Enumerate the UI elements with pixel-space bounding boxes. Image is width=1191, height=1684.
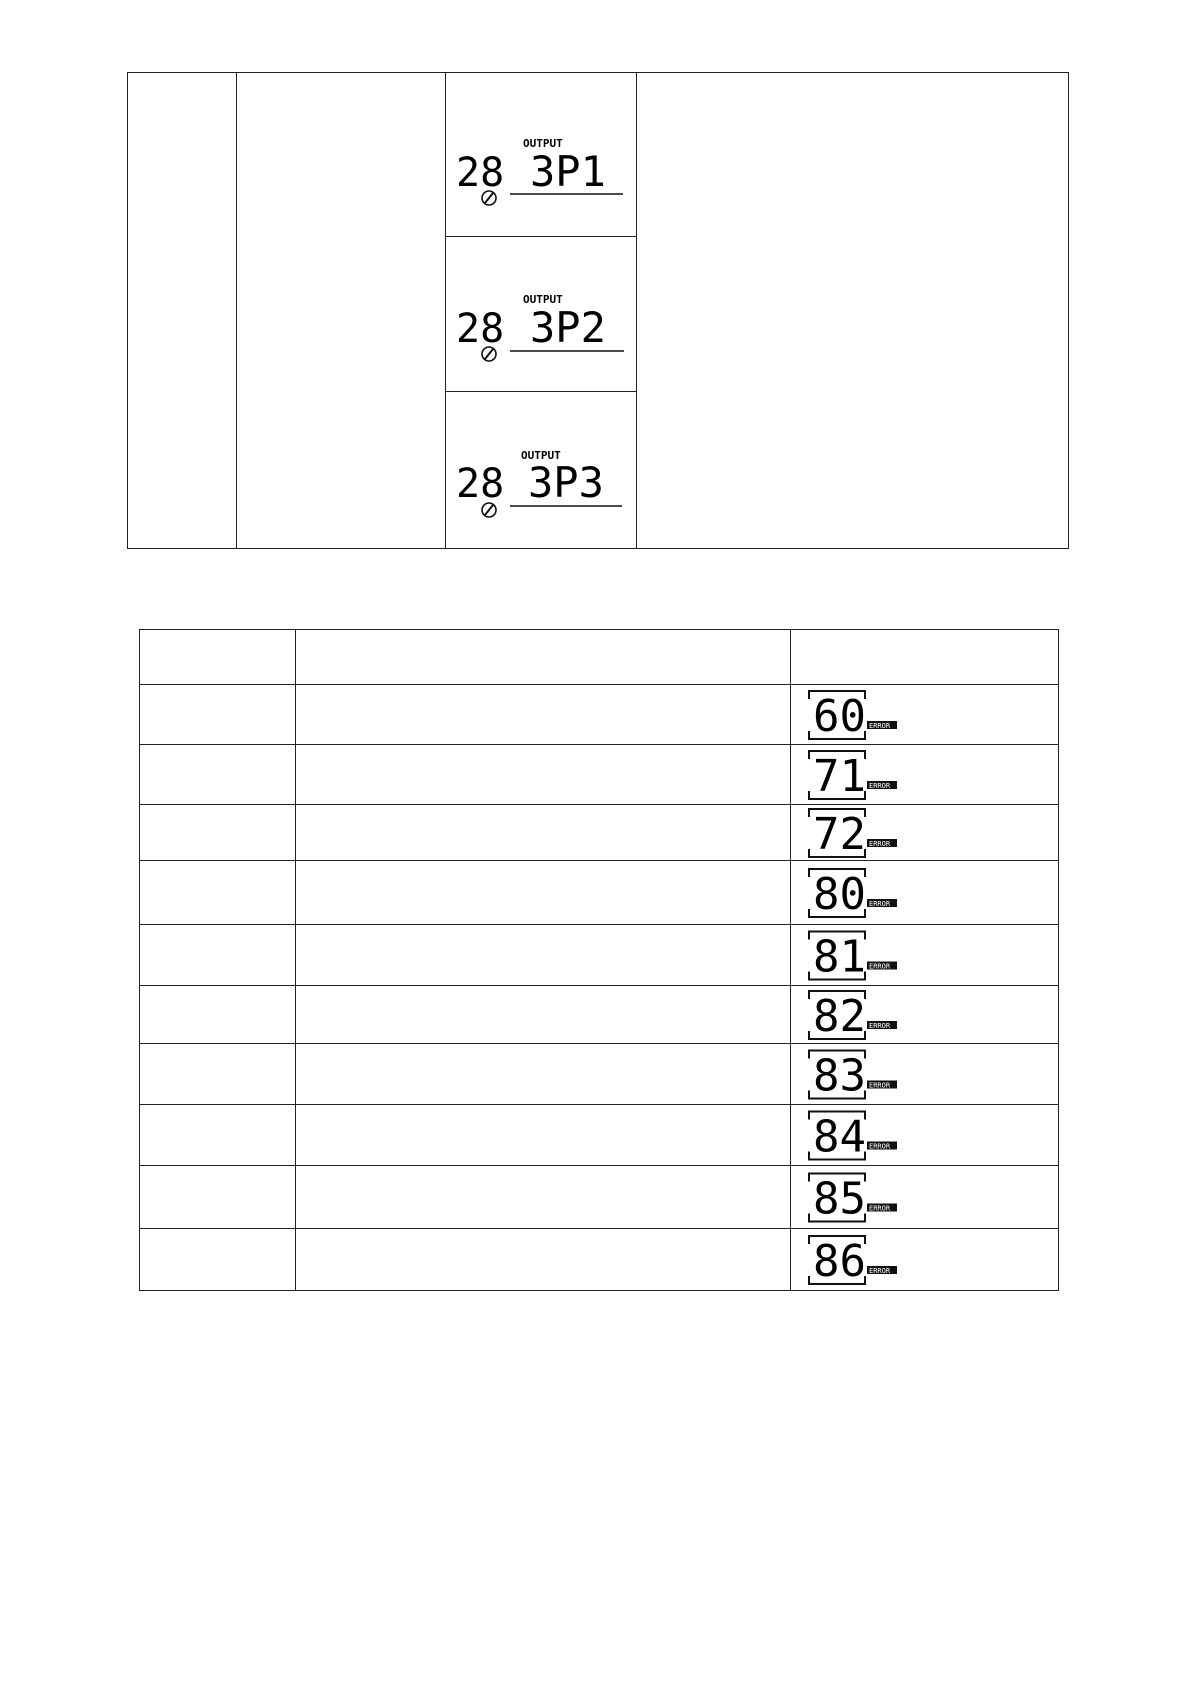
table-row — [140, 925, 1059, 986]
error-code-digits: 72 — [813, 808, 866, 858]
lcd-display — [446, 393, 635, 548]
error-code-digits: 80 — [813, 868, 866, 920]
error-badge-label: ERROR — [869, 1142, 891, 1150]
error-badge-label: ERROR — [869, 962, 891, 970]
fault-code-cell — [140, 745, 296, 805]
program-number-cell — [128, 73, 237, 549]
option-description-cell — [637, 73, 1069, 549]
lcd-output-label: OUTPUT — [521, 448, 561, 462]
error-icon-cell — [791, 685, 1059, 745]
error-lcd — [803, 688, 913, 742]
error-lcd — [803, 808, 913, 858]
error-lcd — [803, 1232, 913, 1288]
fault-code-cell — [140, 1229, 296, 1291]
error-code-digits: 86 — [813, 1235, 866, 1287]
error-icon-cell — [791, 1105, 1059, 1166]
error-icon-cell — [791, 805, 1059, 861]
fault-event-cell — [296, 745, 791, 805]
table-row — [140, 986, 1059, 1044]
error-badge-label: ERROR — [869, 839, 891, 848]
fault-event-cell — [296, 1105, 791, 1166]
table-row — [140, 685, 1059, 745]
fault-code-cell — [140, 925, 296, 986]
error-icon-cell — [791, 1229, 1059, 1291]
table-row — [140, 1229, 1059, 1291]
table-row — [140, 805, 1059, 861]
error-badge-label: ERROR — [869, 1021, 891, 1030]
error-icon-cell — [791, 1044, 1059, 1105]
error-badge-label: ERROR — [869, 1081, 891, 1089]
fault-code-cell — [140, 1166, 296, 1229]
error-badge-label: ERROR — [869, 721, 891, 730]
error-lcd — [803, 1108, 913, 1163]
lcd-program-number: 28 — [456, 305, 505, 352]
fault-event-cell — [296, 925, 791, 986]
error-lcd — [803, 989, 913, 1041]
header-icon-on — [791, 630, 1059, 685]
table-row — [140, 1166, 1059, 1229]
lcd-output-label: OUTPUT — [523, 292, 563, 306]
error-badge-label: ERROR — [869, 1204, 891, 1212]
lcd-cell — [446, 73, 637, 237]
error-code-digits: 60 — [813, 690, 866, 742]
table-row — [140, 745, 1059, 805]
lcd-cell — [446, 392, 637, 549]
error-lcd — [803, 1169, 913, 1226]
fault-event-cell — [296, 986, 791, 1044]
error-code-table-body — [140, 630, 1059, 1291]
lcd-setting-value: 3P1 — [530, 146, 606, 196]
error-icon-cell — [791, 861, 1059, 925]
lcd-program-number: 28 — [456, 149, 505, 196]
fault-event-cell — [296, 861, 791, 925]
fault-event-cell — [296, 1044, 791, 1105]
fault-code-cell — [140, 1105, 296, 1166]
error-lcd — [803, 928, 913, 983]
error-code-digits: 81 — [813, 931, 866, 982]
error-icon-cell — [791, 986, 1059, 1044]
error-lcd — [803, 864, 913, 922]
error-lcd — [803, 1047, 913, 1102]
fault-event-cell — [296, 1166, 791, 1229]
lcd-setting-value: 3P2 — [530, 302, 606, 352]
lcd-cell — [446, 237, 637, 392]
lcd-display — [446, 238, 635, 391]
error-code-table — [139, 629, 1059, 1291]
error-icon-cell — [791, 1166, 1059, 1229]
error-lcd — [803, 748, 913, 802]
error-code-digits: 85 — [813, 1173, 866, 1224]
lcd-setting-value: 3P3 — [528, 457, 604, 507]
fault-event-cell — [296, 805, 791, 861]
fault-event-cell — [296, 1229, 791, 1291]
fault-code-cell — [140, 1044, 296, 1105]
header-fault-event — [296, 630, 791, 685]
lcd-program-number: 28 — [456, 460, 505, 507]
header-fault-code — [140, 630, 296, 685]
error-icon-cell — [791, 745, 1059, 805]
error-code-digits: 84 — [813, 1111, 866, 1162]
table-header-row — [140, 630, 1059, 685]
table-row — [140, 1105, 1059, 1166]
fault-code-cell — [140, 685, 296, 745]
settings-table — [127, 72, 1069, 549]
error-badge-label: ERROR — [869, 781, 891, 790]
description-cell — [237, 73, 446, 549]
fault-code-cell — [140, 805, 296, 861]
lcd-output-label: OUTPUT — [523, 136, 563, 150]
error-code-digits: 82 — [813, 990, 866, 1041]
lcd-display — [446, 74, 635, 236]
error-icon-cell — [791, 925, 1059, 986]
table-row — [140, 861, 1059, 925]
fault-code-cell — [140, 986, 296, 1044]
error-code-digits: 83 — [813, 1050, 866, 1101]
fault-code-cell — [140, 861, 296, 925]
error-badge-label: ERROR — [869, 899, 891, 908]
error-badge-label: ERROR — [869, 1266, 891, 1275]
table-row — [140, 1044, 1059, 1105]
fault-event-cell — [296, 685, 791, 745]
error-code-digits: 71 — [813, 750, 866, 802]
